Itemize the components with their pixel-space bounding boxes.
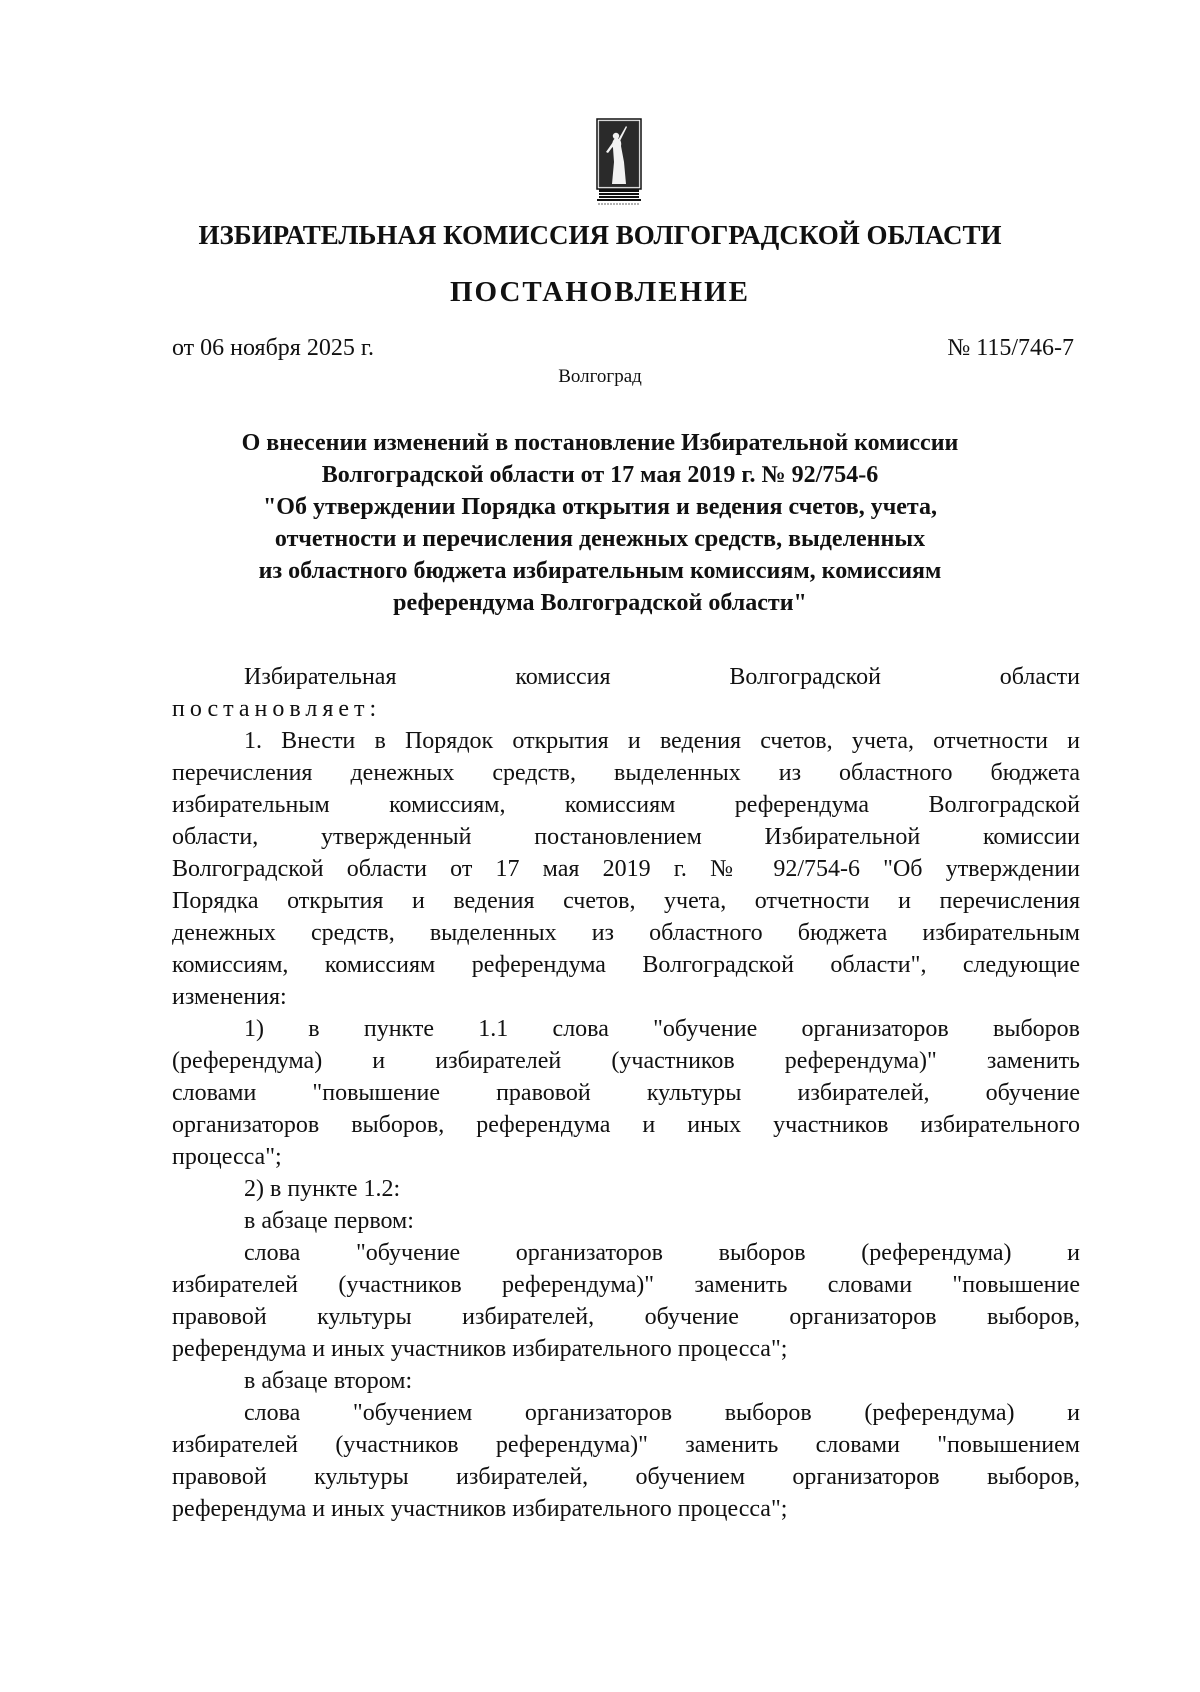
- body-line: Избирательная комиссия Волгоградской области: [244, 664, 1080, 690]
- title-line: О внесении изменений в постановление Избирательной комиссии: [241, 430, 959, 456]
- body-line: избирателей (участников референдума)" заменить словами "повышение: [172, 1272, 1080, 1298]
- body-line: процесса";: [172, 1144, 282, 1170]
- body-line: области, утвержденный постановлением Избирательной комиссии: [172, 824, 1080, 850]
- body-line: постановляет:: [172, 696, 382, 722]
- body-line: избирателей (участников референдума)" заменить словами "повышением: [172, 1432, 1080, 1458]
- document-type-heading: ПОСТАНОВЛЕНИЕ: [449, 276, 750, 308]
- body-line: в абзаце первом:: [244, 1208, 414, 1234]
- title-line: из областного бюджета избирательным комиссиям, комиссиям: [258, 558, 942, 584]
- title-line: Волгоградской области от 17 мая 2019 г. № 92/754-6: [321, 462, 879, 488]
- body-line: референдума и иных участников избирательного процесса";: [172, 1496, 788, 1522]
- body-line: правовой культуры избирателей, обучение организаторов выборов,: [172, 1304, 1080, 1330]
- body-line: 2) в пункте 1.2:: [244, 1176, 401, 1202]
- document-city: Волгоград: [558, 366, 642, 387]
- body-line: слова "обучение организаторов выборов (референдума) и: [244, 1240, 1080, 1266]
- title-line: референдума Волгоградской области": [393, 590, 807, 616]
- body-line: избирательным комиссиям, комиссиям референдума Волгоградской: [172, 792, 1080, 818]
- body-line: (референдума) и избирателей (участников референдума)" заменить: [172, 1048, 1080, 1074]
- title-line: "Об утверждении Порядка открытия и ведения счетов, учета,: [262, 494, 938, 520]
- body-line: правовой культуры избирателей, обучением организаторов выборов,: [172, 1464, 1080, 1490]
- body-line: 1) в пункте 1.1 слова "обучение организаторов выборов: [244, 1016, 1080, 1042]
- body-line: референдума и иных участников избирательного процесса";: [172, 1336, 788, 1362]
- body-line: комиссиям, комиссиям референдума Волгоградской области", следующие: [172, 952, 1080, 978]
- body-line: организаторов выборов, референдума и иных участников избирательного: [172, 1112, 1080, 1138]
- title-line: отчетности и перечисления денежных средств, выделенных: [274, 526, 926, 552]
- body-line: перечисления денежных средств, выделенных из областного бюджета: [172, 760, 1080, 786]
- document-date: от 06 ноября 2025 г.: [172, 335, 374, 361]
- body-line: Волгоградской области от 17 мая 2019 г. № 92/754-6 "Об утверждении: [172, 856, 1080, 882]
- body-line: 1. Внести в Порядок открытия и ведения счетов, учета, отчетности и: [244, 728, 1080, 754]
- organization-name: ИЗБИРАТЕЛЬНАЯ КОМИССИЯ ВОЛГОГРАДСКОЙ ОБЛАСТИ: [198, 220, 1002, 250]
- document-title: [150, 427, 1050, 619]
- body-line: в абзаце втором:: [244, 1368, 413, 1394]
- body-line: слова "обучением организаторов выборов (референдума) и: [244, 1400, 1080, 1426]
- body-line: изменения:: [172, 984, 287, 1010]
- document-body: [172, 661, 1080, 1525]
- body-line: словами "повышение правовой культуры избирателей, обучение: [172, 1080, 1080, 1106]
- body-line: Порядка открытия и ведения счетов, учета, отчетности и перечисления: [172, 888, 1080, 914]
- document-number: № 115/746-7: [947, 335, 1074, 361]
- body-line: денежных средств, выделенных из областного бюджета избирательным: [172, 920, 1080, 946]
- volgograd-emblem-icon: [596, 118, 642, 212]
